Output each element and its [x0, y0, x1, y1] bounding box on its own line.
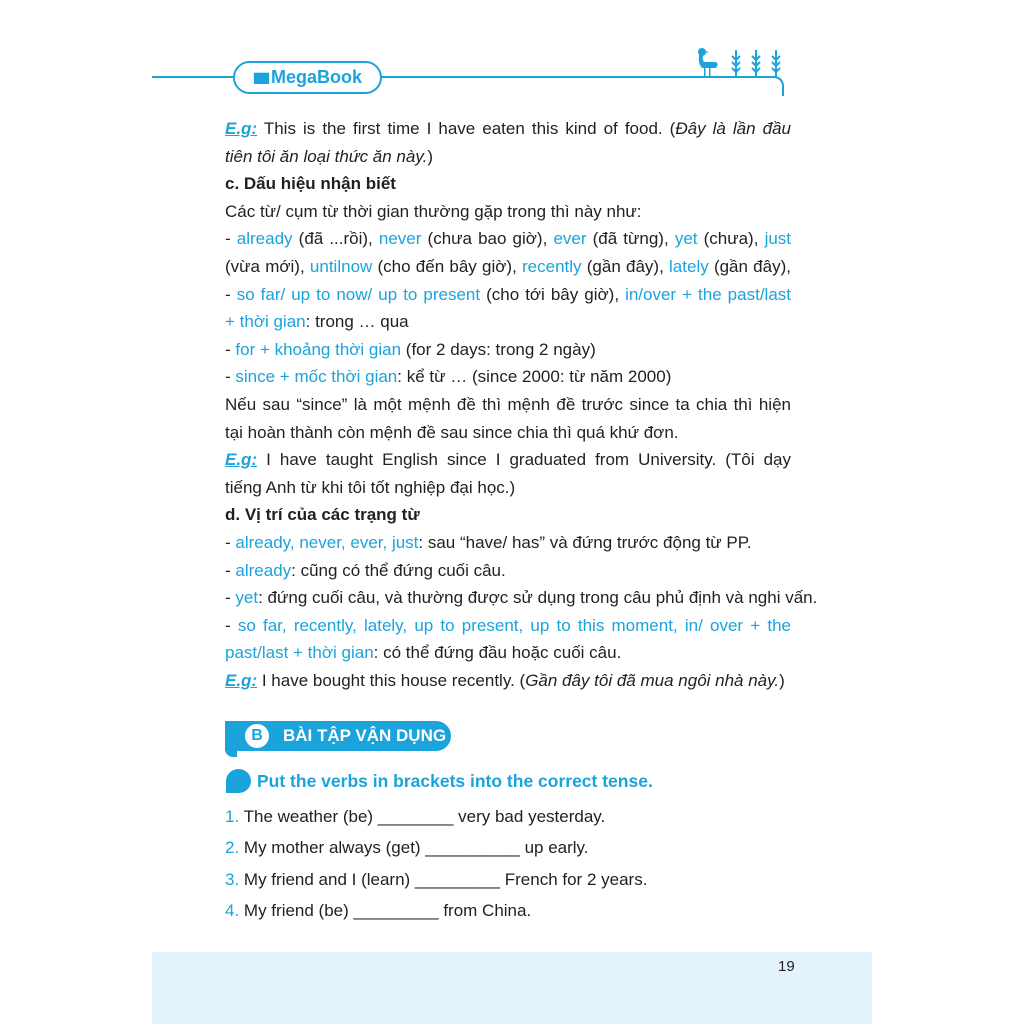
- keyword: + thời gian: [225, 312, 306, 332]
- example-label: E.g:: [225, 450, 258, 470]
- exercise-number: 3.: [225, 870, 240, 889]
- keyword: lately: [669, 256, 709, 276]
- exercise-item: [225, 807, 605, 827]
- duck-and-wheat-icon: [694, 46, 784, 80]
- exercise-text: The weather (be) ________ very bad yesterday.: [243, 807, 606, 826]
- keyword: in/over + the past/last: [625, 284, 791, 304]
- speech-bubble-icon: [226, 769, 251, 793]
- text-segment: : có thể đứng đầu hoặc cuối câu.: [373, 643, 622, 663]
- keyword: untilnow: [309, 256, 373, 276]
- text-segment: (đã ...rồi),: [292, 229, 379, 249]
- text-line: [225, 198, 791, 226]
- subheading: c. Dấu hiệu nhận biết: [225, 174, 396, 194]
- exercise-item: [225, 870, 647, 890]
- text-segment: -: [225, 284, 237, 304]
- text-segment: -: [225, 532, 236, 552]
- text-line: [225, 501, 791, 529]
- text-line: [225, 115, 791, 143]
- text-segment: Nếu sau “since” là một mệnh đề thì mệnh đề trước since ta chia thì hiện: [225, 394, 791, 414]
- text-segment: -: [225, 615, 238, 635]
- keyword: for + khoảng thời gian: [235, 339, 402, 359]
- text-segment: ): [427, 146, 433, 166]
- text-line: [225, 639, 791, 667]
- text-segment: tiên tôi ăn loại thức ăn này.: [225, 146, 428, 166]
- text-segment: -: [225, 339, 236, 359]
- text-line: [225, 363, 791, 391]
- text-line: [225, 308, 791, 336]
- text-segment: (cho đến bây giờ),: [372, 256, 523, 276]
- text-line: [225, 474, 791, 502]
- keyword: yet: [235, 588, 259, 608]
- text-line: [225, 584, 818, 612]
- exercise-number: 2.: [225, 838, 240, 857]
- keyword: ever: [553, 229, 587, 249]
- keyword: past/last + thời gian: [225, 643, 374, 663]
- text-line: [225, 446, 791, 474]
- section-letter: B: [243, 722, 271, 750]
- text-segment: : đứng cuối câu, và thường được sử dụng trong câu phủ định và nghi vấn.: [258, 588, 818, 608]
- exercise-item: [225, 901, 531, 921]
- keyword: yet: [674, 229, 698, 249]
- keyword: already, never, ever, just: [235, 532, 419, 552]
- megabook-logo: [233, 61, 382, 94]
- text-segment: -: [225, 560, 236, 580]
- text-line: [225, 391, 791, 419]
- text-segment: (cho tới bây giờ),: [480, 284, 626, 304]
- keyword: since + mốc thời gian: [235, 367, 398, 387]
- text-line: [225, 170, 791, 198]
- text-segment: tiếng Anh từ khi tôi tốt nghiệp đại học.): [225, 477, 516, 497]
- text-segment: : kể từ … (since 2000: từ năm 2000): [397, 367, 672, 387]
- exercise-number: 1.: [225, 807, 240, 826]
- keyword: already: [235, 560, 292, 580]
- exercise-text: My friend (be) _________ from China.: [243, 901, 532, 920]
- exercise-text: My mother always (get) __________ up early.: [243, 838, 589, 857]
- text-line: [225, 612, 791, 640]
- text-segment: ): [779, 670, 785, 690]
- text-line: [225, 557, 791, 585]
- text-line: [225, 529, 791, 557]
- keyword: just: [764, 229, 792, 249]
- text-segment: (gần đây),: [708, 256, 791, 276]
- example-label: E.g:: [225, 119, 258, 138]
- keyword: so far, recently, lately, up to present, up to this moment, in/ over + the: [237, 615, 792, 635]
- text-segment: Các từ/ cụm từ thời gian thường gặp trong thì này như:: [225, 201, 642, 221]
- text-line: [225, 667, 791, 695]
- text-segment: : trong … qua: [305, 312, 409, 332]
- text-segment: This is the first time I have eaten this kind of food. (: [257, 119, 676, 138]
- page-number: 19: [778, 958, 795, 975]
- keyword: never: [378, 229, 422, 249]
- text-segment: -: [225, 367, 236, 387]
- section-title: BÀI TẬP VẬN DỤNG: [283, 726, 447, 745]
- keyword: recently: [522, 256, 582, 276]
- text-segment: I have bought this house recently. (: [257, 670, 526, 690]
- lesson-text: [225, 115, 818, 694]
- exercise-instruction: [226, 769, 653, 793]
- text-segment: I have taught English since I graduated from University. (Tôi dạy: [257, 450, 791, 470]
- page-footer-band: [152, 952, 872, 1024]
- text-segment: (chưa bao giờ),: [421, 229, 554, 249]
- instruction-text: Put the verbs in brackets into the correct tense.: [257, 770, 653, 791]
- text-segment: (đã từng),: [586, 229, 675, 249]
- text-line: [225, 281, 791, 309]
- logo-mark-icon: ▮▮▮: [252, 69, 268, 85]
- text-line: [225, 143, 791, 171]
- logo-text: MegaBook: [271, 67, 363, 87]
- banner-tail: [225, 747, 237, 757]
- text-line: [225, 419, 791, 447]
- text-segment: Gần đây tôi đã mua ngôi nhà này.: [525, 670, 780, 690]
- keyword: so far/ up to now/ up to present: [236, 284, 481, 304]
- exercise-item: [225, 838, 589, 858]
- text-segment: (for 2 days: trong 2 ngày): [401, 339, 596, 359]
- exercise-text: My friend and I (learn) _________ French for 2 years.: [243, 870, 648, 889]
- text-segment: Đây là lần đầu: [675, 119, 791, 138]
- text-segment: : cũng có thể đứng cuối câu.: [291, 560, 506, 580]
- text-line: [225, 253, 791, 281]
- text-segment: : sau “have/ has” và đứng trước động từ PP.: [418, 532, 752, 552]
- text-line: [225, 336, 791, 364]
- text-segment: (gần đây),: [581, 256, 670, 276]
- text-segment: (chưa),: [697, 229, 765, 249]
- exercise-number: 4.: [225, 901, 240, 920]
- section-b-banner: [225, 721, 451, 751]
- subheading: d. Vị trí của các trạng từ: [225, 505, 420, 525]
- example-label: E.g:: [225, 670, 258, 690]
- text-segment: -: [225, 588, 236, 608]
- text-segment: -: [225, 229, 237, 249]
- text-segment: (vừa mới),: [225, 256, 310, 276]
- text-segment: tại hoàn thành còn mệnh đề sau since chia thì quá khứ đơn.: [225, 422, 679, 442]
- text-line: [225, 225, 791, 253]
- keyword: already: [236, 229, 293, 249]
